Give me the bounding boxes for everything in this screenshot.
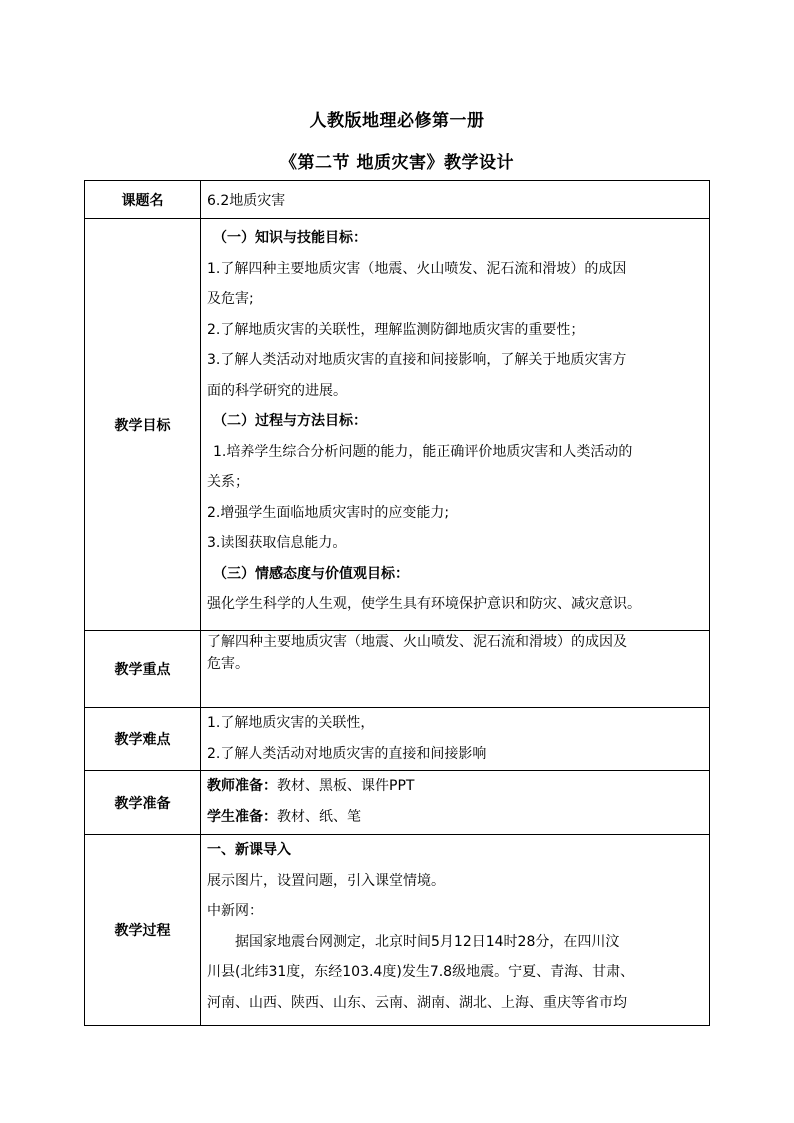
- objective-text: 1.了解四种主要地质灾害（地震、火山喷发、泥石流和滑坡）的成因: [207, 260, 627, 277]
- lesson-plan-table: [84, 180, 710, 1026]
- objectives-heading-process: （二）过程与方法目标：: [213, 413, 367, 429]
- row-key-points: [85, 631, 710, 708]
- student-preparation-value: 教材、纸、笔: [277, 808, 361, 825]
- objectives-heading-knowledge: （一）知识与技能目标：: [213, 230, 367, 246]
- label-process: 教学过程: [85, 835, 201, 1026]
- process-text: 川县(北纬31度，东经103.4度)发生7.8级地震。宁夏、青海、甘肃、: [207, 964, 635, 980]
- objectives-content: [201, 219, 710, 631]
- label-preparation: 教学准备: [85, 771, 201, 835]
- document-title: 人教版地理必修第一册: [309, 111, 485, 131]
- student-preparation: [207, 802, 703, 833]
- process-text: 中新网：: [207, 903, 263, 919]
- student-preparation-label: 学生准备：: [207, 808, 277, 825]
- row-difficulties: [85, 708, 710, 771]
- objective-text: 强化学生科学的人生观，使学生具有环境保护意识和防灾、减灾意识。: [207, 596, 641, 612]
- objectives-heading-values: （三）情感态度与价值观目标：: [213, 565, 409, 582]
- teacher-preparation-value: 教材、黑板、课件PPT: [277, 778, 415, 794]
- row-process: [85, 835, 710, 1026]
- topic-value: [201, 181, 710, 219]
- objective-text: 面的科学研究的进展。: [207, 382, 347, 399]
- teacher-preparation: [207, 771, 703, 802]
- difficulties-content: [201, 708, 710, 771]
- process-content: [201, 835, 710, 1026]
- objective-text: 2.了解地质灾害的关联性，理解监测防御地质灾害的重要性；: [207, 321, 585, 338]
- objective-text: 3.读图获取信息能力。: [207, 535, 347, 551]
- difficulty-text: 2.了解人类活动对地质灾害的直接和间接影响: [207, 745, 487, 762]
- process-text: 据国家地震台网测定，北京时间5月12日14时28分，在四川汶: [235, 933, 620, 950]
- preparation-content: [201, 771, 710, 835]
- label-topic: 课题名: [85, 181, 201, 219]
- objective-text: 2.增强学生面临地质灾害时的应变能力;: [207, 504, 450, 521]
- objective-text: 关系；: [207, 474, 249, 490]
- process-text: 河南、山西、陕西、山东、云南、湖南、湖北、上海、重庆等省市均: [207, 994, 627, 1011]
- key-points-text: 危害。: [207, 656, 249, 672]
- row-objectives: [85, 219, 710, 631]
- process-text: 展示图片，设置问题，引入课堂情境。: [207, 872, 445, 889]
- objective-text: 3.了解人类活动对地质灾害的直接和间接影响，了解关于地质灾害方: [207, 352, 627, 368]
- label-objectives: 教学目标: [85, 219, 201, 631]
- key-points-text: 了解四种主要地质灾害（地震、火山喷发、泥石流和滑坡）的成因及: [207, 634, 627, 650]
- difficulty-text: 1.了解地质灾害的关联性，: [207, 715, 375, 731]
- objective-text: 1.培养学生综合分析问题的能力，能正确评价地质灾害和人类活动的: [213, 443, 633, 460]
- row-preparation: [85, 771, 710, 835]
- row-topic: [85, 181, 710, 219]
- process-heading-intro: 一、新课导入: [207, 842, 291, 858]
- objective-text: 及危害;: [207, 291, 254, 307]
- label-difficulties: 教学难点: [85, 708, 201, 771]
- key-points-content: [201, 631, 710, 708]
- teacher-preparation-label: 教师准备：: [207, 778, 277, 794]
- topic-text: 6.2地质灾害: [207, 192, 286, 209]
- document-subtitle: 《第二节 地质灾害》教学设计: [280, 153, 514, 173]
- label-key-points: 教学重点: [85, 631, 201, 708]
